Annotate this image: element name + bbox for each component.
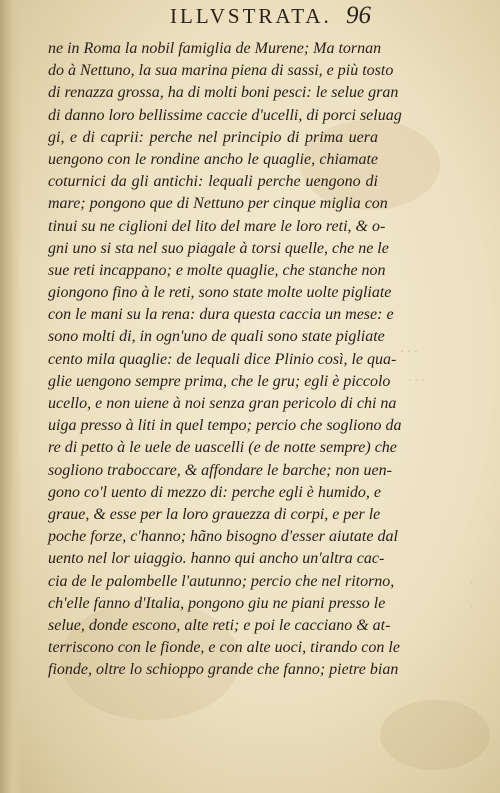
- text-line: poche forze, c'hanno; hãno bisogno d'esser aiutate dal: [48, 528, 398, 546]
- page-gutter-shadow: [0, 0, 22, 793]
- text-line: sono molti di, in ogn'uno de quali sono state pigliate: [48, 328, 385, 346]
- text-line: ucello, e non uiene à noi senza gran pericolo di chi na: [48, 395, 397, 412]
- text-line: gni uno si sta nel suo piagale à torsi quelle, che ne le: [48, 239, 389, 257]
- page-number: 96: [346, 2, 371, 29]
- bleed-through-mark: ·: [470, 598, 474, 613]
- text-line: fionde, oltre lo schioppo grande che fanno; pietre bian: [48, 661, 399, 679]
- text-line: coturnici da gli antichi: lequali perche uengono di: [48, 173, 378, 191]
- text-line: mare; pongono que di Nettuno per cinque miglia con: [48, 195, 388, 213]
- text-line: gono co'l uento di mezzo di: perche egli è humido, e: [48, 483, 381, 501]
- text-line: selue, donde escono, alte reti; e poi le cacciano & at-: [48, 616, 391, 634]
- text-line: uento nel lor uiaggio. hanno qui ancho un'altra cac-: [48, 550, 385, 568]
- text-line: graue, & esse per la loro grauezza di corpi, e per le: [48, 505, 381, 523]
- text-line: con le mani su la rena: dura questa caccia un mese: e: [48, 306, 394, 324]
- text-line: cento mila quaglie: de lequali dice Plinio così, le qua-: [48, 350, 397, 368]
- text-line: gi, e di caprii: perche nel principio di prima uera: [48, 128, 378, 146]
- text-line: re di petto à le uele de uascelli (e de notte sempre) che: [48, 439, 397, 457]
- text-line: di danno loro bellissime caccie d'ucelli, di porci seluag: [48, 106, 402, 124]
- text-line: ne in Roma la nobil famiglia de Murene; Ma tornan: [48, 40, 382, 57]
- text-line: sogliono traboccare, & affondare le barche; non uen-: [48, 461, 392, 479]
- text-line: glie uengono sempre prima, che le gru; egli è piccolo: [48, 372, 391, 390]
- text-line: tinui su ne ciglioni del lito del mare le loro reti, & o-: [48, 217, 386, 235]
- paper-stain: [380, 700, 490, 770]
- text-line: di renazza grossa, ha di molti boni pesci: le selue gran: [48, 84, 399, 102]
- body-text: [48, 38, 402, 681]
- text-line: uiga presso à liti in quel tempo; percio che sogliono da: [48, 417, 402, 435]
- text-line: cia de le palombelle l'autunno; percio che nel ritorno,: [48, 572, 395, 590]
- bleed-through-mark: · · ·: [408, 372, 425, 387]
- text-line: ch'elle fanno d'Italia, pongono giu ne piani presso le: [48, 594, 386, 612]
- bleed-through-mark: · · ·: [400, 345, 418, 360]
- running-head: ILLVSTRATA.: [170, 4, 332, 28]
- bleed-through-mark: ·: [470, 574, 474, 589]
- text-line: sue reti incappano; e molte quaglie, che stanche non: [48, 261, 386, 279]
- text-line: uengono con le rondine ancho le quaglie, chiamate: [48, 150, 378, 168]
- text-line: giongono fino à le reti, sono state molte uolte pigliate: [48, 284, 392, 302]
- text-line: terriscono con le fionde, e con alte uoci, tirando con le: [48, 639, 400, 657]
- page-header: [0, 2, 500, 36]
- text-line: do à Nettuno, la sua marina piena di sassi, e più tosto: [48, 62, 394, 80]
